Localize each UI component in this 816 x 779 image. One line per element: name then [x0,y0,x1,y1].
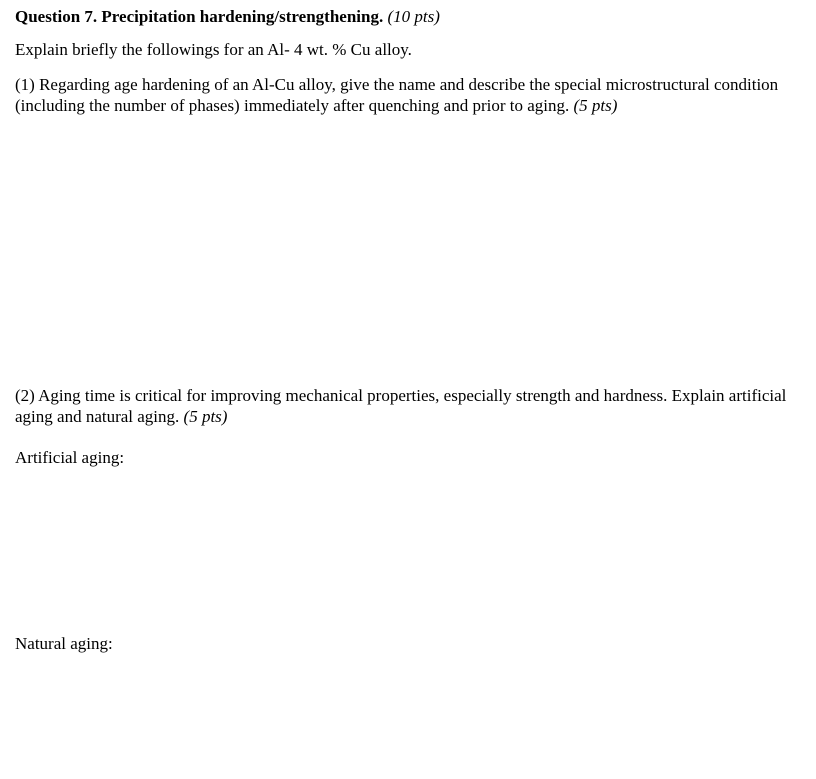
natural-aging-label: Natural aging: [15,634,113,653]
question-intro: Explain briefly the followings for an Al- 4 wt. % Cu alloy. [15,40,412,59]
question-title [15,6,805,27]
part-2-points: (5 pts) [183,407,228,426]
part-2-text: (2) Aging time is critical for improving mechanical properties, especially strength and hardness. Explain artificial aging and natural aging. [15,386,787,426]
part-2-prompt [15,385,805,427]
artificial-aging-label: Artificial aging: [15,448,125,467]
part-1-prompt [15,74,805,116]
part-1-text: (1) Regarding age hardening of an Al-Cu alloy, give the name and describe the special microstructural condition (including the number of phases) immediately after quenching and prior to aging. [15,75,779,115]
part-1-points: (5 pts) [573,96,618,115]
question-total-points: (10 pts) [387,7,440,26]
question-heading: Question 7. Precipitation hardening/strengthening. [15,7,384,26]
